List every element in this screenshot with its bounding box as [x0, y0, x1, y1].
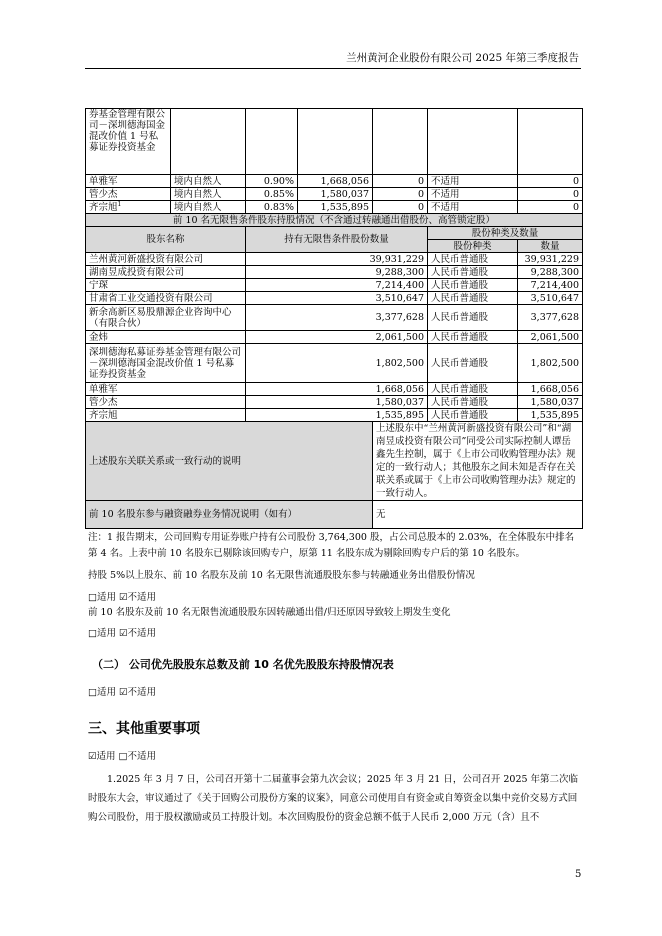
unrestricted-amount: 1,668,056 [518, 383, 583, 396]
unrestricted-type: 人民币普通股 [428, 305, 518, 331]
top10-qty: 0 [518, 175, 583, 188]
top10-row [86, 201, 583, 214]
top10-row [86, 188, 583, 201]
unrestricted-section-title-row [86, 214, 583, 227]
relation-label: 上述股东关联关系或一致行动的说明 [86, 422, 373, 501]
unrestricted-row [86, 253, 583, 266]
unrestricted-name: 管少杰 [86, 396, 246, 409]
top10-name: 券基金管理有限公司－深圳德海国金混改价值 1 号私募证券投资基金 [86, 109, 171, 175]
unrestricted-type: 人民币普通股 [428, 383, 518, 396]
unrestricted-name: 湖南昱成投资有限公司 [86, 266, 246, 279]
top10-shares: 1,580,037 [298, 188, 373, 201]
unrestricted-type: 人民币普通股 [428, 396, 518, 409]
unrestricted-amount: 9,288,300 [518, 266, 583, 279]
unrestricted-section-title: 前 10 名无限售条件股东持股情况（不含通过转融通出借股份、高管锁定股） [86, 214, 583, 227]
top10-name: 管少杰 [86, 188, 171, 201]
unrestricted-row [86, 279, 583, 292]
top10-restricted: 0 [373, 175, 428, 188]
unrestricted-amount: 1,535,895 [518, 409, 583, 422]
top10-qty: 0 [518, 201, 583, 214]
unrestricted-qty: 3,510,647 [246, 292, 428, 305]
col-share-type: 股份种类 [428, 240, 518, 253]
top10-restricted: 0 [373, 188, 428, 201]
unrestricted-amount: 1,580,037 [518, 396, 583, 409]
margin-label: 前 10 名股东参与融资融券业务情况说明（如有） [86, 501, 373, 529]
top10-status: 不适用 [428, 188, 518, 201]
unrestricted-qty: 1,535,895 [246, 409, 428, 422]
footnote-text: 注：1 报告期末，公司回购专用证券账户持有公司股份 3,764,300 股，占公司总股本的 2.03%，在全体股东中排名第 4 名。上表中前 10 名股东已剔除该回购专户，原第 11 名股东成为剔除回购专户后的第 10 名股东。 [88, 532, 575, 559]
top10-qty: 0 [518, 188, 583, 201]
col-share-type-group: 股份种类及数量 [428, 227, 583, 240]
col-shareholder-name: 股东名称 [86, 227, 246, 253]
unrestricted-qty: 2,061,500 [246, 331, 428, 344]
top10-row-continued [86, 109, 583, 175]
col-unrestricted-qty: 持有无限售条件股份数量 [246, 227, 428, 253]
top10-name: 齐宗旭 [89, 201, 118, 213]
unrestricted-name: 金炜 [86, 331, 246, 344]
margin-text: 无 [373, 501, 583, 529]
relation-text: 上述股东中“兰州黄河新盛投资有限公司”和“湖南昱成投资有限公司”同受公司实际控制人谭岳鑫先生控制，属于《上市公司收购管理办法》规定的一致行动人；其他股东之间未知是否存在关联关系或属于《上市公司收购管理办法》规定的一致行动人。 [373, 422, 583, 501]
unrestricted-row [86, 396, 583, 409]
top10-type: 境内自然人 [171, 175, 246, 188]
unrestricted-amount: 39,931,229 [518, 253, 583, 266]
unrestricted-row [86, 331, 583, 344]
checkbox-change: □适用 ☑不适用 [88, 628, 157, 639]
unrestricted-qty: 1,668,056 [246, 383, 428, 396]
header-divider [85, 68, 581, 69]
page-number: 5 [575, 869, 582, 880]
report-header-title: 兰州黄河企业股份有限公司 2025 年第三季度报告 [346, 52, 579, 64]
top10-restricted: 0 [373, 201, 428, 214]
unrestricted-row [86, 409, 583, 422]
unrestricted-row [86, 383, 583, 396]
unrestricted-name: 兰州黄河新盛投资有限公司 [86, 253, 246, 266]
shareholder-table [85, 108, 583, 529]
unrestricted-type: 人民币普通股 [428, 253, 518, 266]
checkbox-preferred: □适用 ☑不适用 [88, 687, 157, 698]
relation-row [86, 422, 583, 501]
top10-row [86, 175, 583, 188]
top10-shares: 1,535,895 [298, 201, 373, 214]
unrestricted-type: 人民币普通股 [428, 279, 518, 292]
unrestricted-qty: 39,931,229 [246, 253, 428, 266]
unrestricted-qty: 1,580,037 [246, 396, 428, 409]
paragraph-buyback: 1.2025 年 3 月 7 日，公司召开第十二届董事会第九次会议；2025 年 3 月 21 日，公司召开 2025 年第二次临时股东大会，审议通过了《关于回购公司股份方案的议案》，同意公司使用自有资金或自筹资金以集中竞价交易方式回购公司股份，用于股权激励或员工持股计划。本次回购股份的资金总额不低于人民币 2,000 万元（含）且不 [88, 774, 579, 823]
unrestricted-amount: 3,510,647 [518, 292, 583, 305]
unrestricted-header-row [86, 227, 583, 240]
top10-status: 不适用 [428, 175, 518, 188]
unrestricted-amount: 7,214,400 [518, 279, 583, 292]
preferred-shares-heading: （二） 公司优先股股东总数及前 10 名优先股股东持股情况表 [92, 658, 394, 671]
unrestricted-row [86, 305, 583, 331]
unrestricted-amount: 2,061,500 [518, 331, 583, 344]
top10-type: 境内自然人 [171, 188, 246, 201]
unrestricted-type: 人民币普通股 [428, 344, 518, 383]
unrestricted-name: 甘肃省工业交通投资有限公司 [86, 292, 246, 305]
unrestricted-name: 单雅军 [86, 383, 246, 396]
unrestricted-amount: 3,377,628 [518, 305, 583, 331]
unrestricted-row [86, 266, 583, 279]
checkbox-other: ☑适用 □不适用 [88, 751, 157, 762]
margin-row [86, 501, 583, 529]
unrestricted-name: 新余高新区易股鼎源企业咨询中心（有限合伙） [86, 305, 246, 331]
unrestricted-qty: 9,288,300 [246, 266, 428, 279]
unrestricted-type: 人民币普通股 [428, 292, 518, 305]
unrestricted-qty: 3,377,628 [246, 305, 428, 331]
unrestricted-amount: 1,802,500 [518, 344, 583, 383]
unrestricted-qty: 7,214,400 [246, 279, 428, 292]
top10-name-cell [86, 201, 171, 214]
unrestricted-name: 齐宗旭 [86, 409, 246, 422]
unrestricted-name: 宁琛 [86, 279, 246, 292]
top10-pct: 0.83% [246, 201, 298, 214]
unrestricted-qty: 1,802,500 [246, 344, 428, 383]
checkbox-lending: □适用 ☑不适用 [88, 592, 157, 603]
col-share-amount: 数量 [518, 240, 583, 253]
unrestricted-row [86, 292, 583, 305]
unrestricted-type: 人民币普通股 [428, 409, 518, 422]
unrestricted-type: 人民币普通股 [428, 266, 518, 279]
footnote-marker: 1 [117, 200, 122, 208]
change-title: 前 10 名股东及前 10 名无限售流通股股东因转融通出借/归还原因导致较上期发生变化 [88, 607, 451, 618]
other-matters-heading: 三、其他重要事项 [88, 721, 200, 737]
top10-shares: 1,668,056 [298, 175, 373, 188]
unrestricted-name: 深圳德海私募证券基金管理有限公司－深圳德海国金混改价值 1 号私募证券投资基金 [86, 344, 246, 383]
top10-pct: 0.90% [246, 175, 298, 188]
top10-pct: 0.85% [246, 188, 298, 201]
top10-status: 不适用 [428, 201, 518, 214]
top10-name: 单雅军 [86, 175, 171, 188]
unrestricted-row [86, 344, 583, 383]
lending-title: 持股 5%以上股东、前 10 名股东及前 10 名无限售流通股股东参与转融通业务出借股份情况 [88, 570, 475, 581]
top10-type: 境内自然人 [171, 201, 246, 214]
unrestricted-type: 人民币普通股 [428, 331, 518, 344]
